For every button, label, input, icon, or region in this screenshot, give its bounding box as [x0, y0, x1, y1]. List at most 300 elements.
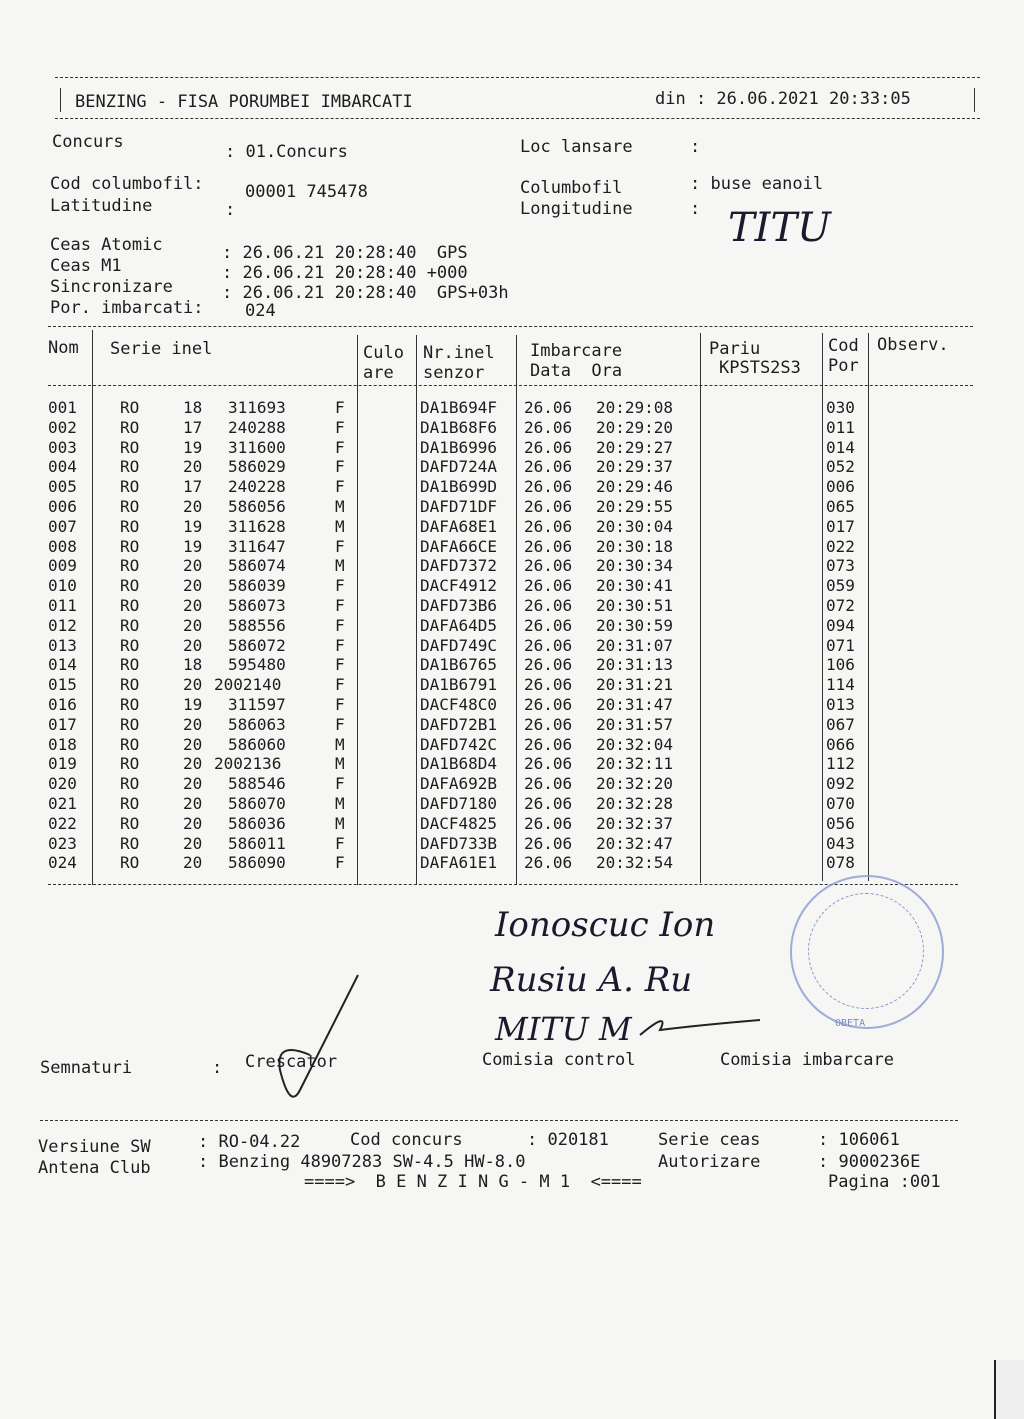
row-nom: 021 — [48, 794, 77, 813]
row-ring-number: 588556 — [228, 615, 286, 635]
semnaturi-colon: : — [212, 1058, 223, 1078]
row-cod-por: 056 — [826, 813, 855, 833]
row-date: 26.06 — [524, 417, 573, 437]
row-date: 26.06 — [524, 477, 573, 497]
table-row — [0, 398, 1024, 418]
signature-strokes — [240, 970, 800, 1120]
row-senzor: DACF4825 — [420, 813, 498, 833]
row-cod-por: 013 — [826, 695, 855, 714]
col-header-nrinel-2: senzor — [423, 363, 485, 383]
row-ring-number: 586011 — [228, 833, 286, 853]
por-imbarcati-label: Por. imbarcati: — [50, 298, 204, 318]
row-ring-number: 311597 — [228, 695, 286, 714]
row-year: 20 — [183, 576, 203, 596]
row-ring-number: 586036 — [228, 813, 286, 833]
row-date: 26.06 — [524, 655, 573, 675]
row-nom: 007 — [48, 516, 77, 536]
row-country: RO — [120, 655, 140, 675]
row-date: 26.06 — [524, 853, 573, 873]
row-senzor: DAFA692B — [420, 774, 498, 794]
row-time: 20:29:27 — [596, 437, 674, 457]
row-senzor: DA1B6996 — [420, 437, 498, 457]
row-country: RO — [120, 853, 140, 873]
row-time: 20:30:51 — [596, 596, 674, 615]
row-senzor: DACF48C0 — [420, 695, 498, 714]
row-country: RO — [120, 813, 140, 833]
row-time: 20:30:18 — [596, 536, 674, 556]
document-date: din : 26.06.2021 20:33:05 — [655, 89, 911, 109]
row-nom: 016 — [48, 695, 77, 714]
row-year: 17 — [183, 417, 203, 437]
row-year: 20 — [183, 833, 203, 853]
row-senzor: DA1B68D4 — [420, 754, 498, 774]
row-sex: F — [335, 695, 345, 714]
autorizare-value: : 9000236E — [818, 1152, 921, 1172]
row-sex: F — [335, 576, 345, 596]
row-time: 20:31:47 — [596, 695, 674, 714]
row-time: 20:30:59 — [596, 615, 674, 635]
row-time: 20:32:54 — [596, 853, 674, 873]
concurs-value: : 01.Concurs — [225, 142, 348, 162]
row-date: 26.06 — [524, 556, 573, 576]
row-year: 20 — [183, 635, 203, 655]
row-nom: 017 — [48, 714, 77, 734]
row-sex: F — [335, 655, 345, 675]
signature-2: Rusiu A. Ru — [490, 960, 693, 1000]
row-ring-number: 240228 — [228, 477, 286, 497]
row-year: 20 — [183, 813, 203, 833]
row-country: RO — [120, 497, 140, 516]
row-senzor: DAFD7180 — [420, 794, 498, 813]
row-nom: 014 — [48, 655, 77, 675]
row-cod-por: 078 — [826, 853, 855, 873]
row-year: 19 — [183, 516, 203, 536]
row-senzor: DAFD72B1 — [420, 714, 498, 734]
row-sex: F — [335, 477, 345, 497]
signature-1: Ionoscuc Ion — [495, 905, 716, 945]
row-senzor: DAFD73B6 — [420, 596, 498, 615]
row-nom: 008 — [48, 536, 77, 556]
row-time: 20:29:08 — [596, 398, 674, 417]
row-time: 20:32:11 — [596, 754, 674, 774]
row-country: RO — [120, 734, 140, 754]
row-senzor: DAFA68E1 — [420, 516, 498, 536]
row-cod-por: 006 — [826, 477, 855, 497]
col-header-culoare-2: are — [363, 363, 394, 383]
row-time: 20:29:46 — [596, 477, 674, 497]
col-header-imbarcare-1: Imbarcare — [530, 341, 623, 361]
row-ring-number: 586060 — [228, 734, 286, 754]
loc-lansare-label: Loc lansare — [520, 137, 633, 157]
row-time: 20:32:47 — [596, 833, 674, 853]
latitudine-label: Latitudine — [50, 196, 153, 216]
row-date: 26.06 — [524, 813, 573, 833]
row-cod-por: 066 — [826, 734, 855, 754]
col-header-cod-1: Cod — [828, 336, 859, 356]
row-sex: M — [335, 556, 345, 576]
row-ring-number: 240288 — [228, 417, 286, 437]
table-row — [0, 596, 1024, 616]
row-nom: 009 — [48, 556, 77, 576]
serie-ceas-value: : 106061 — [818, 1130, 900, 1150]
table-row — [0, 477, 1024, 497]
stamp-text: OBETA — [835, 1018, 866, 1029]
row-sex: F — [335, 536, 345, 556]
row-senzor: DAFD742C — [420, 734, 498, 754]
row-date: 26.06 — [524, 615, 573, 635]
cod-concurs-label: Cod concurs — [350, 1130, 463, 1150]
col-header-observatii: Observ. — [877, 335, 949, 355]
col-header-pariu-2: KPSTS2S3 — [719, 358, 801, 378]
row-sex: F — [335, 437, 345, 457]
header-left-border — [60, 88, 61, 112]
table-top-rule — [48, 326, 973, 327]
row-ring-number: 588546 — [228, 774, 286, 794]
row-nom: 015 — [48, 675, 77, 695]
row-sex: F — [335, 417, 345, 437]
row-cod-por: 073 — [826, 556, 855, 576]
latitudine-value: : — [225, 200, 236, 220]
row-senzor: DA1B694F — [420, 398, 498, 417]
longitudine-value: : — [690, 199, 701, 219]
row-time: 20:29:20 — [596, 417, 674, 437]
row-date: 26.06 — [524, 516, 573, 536]
row-country: RO — [120, 714, 140, 734]
row-cod-por: 114 — [826, 675, 855, 695]
row-nom: 019 — [48, 754, 77, 774]
row-nom: 002 — [48, 417, 77, 437]
row-cod-por: 017 — [826, 516, 855, 536]
row-ring-number: 311600 — [228, 437, 286, 457]
row-senzor: DAFD749C — [420, 635, 498, 655]
row-nom: 022 — [48, 813, 77, 833]
row-nom: 020 — [48, 774, 77, 794]
row-country: RO — [120, 596, 140, 615]
benzing-banner: ====> B E N Z I N G - M 1 <==== — [304, 1172, 642, 1192]
row-senzor: DAFD7372 — [420, 556, 498, 576]
row-year: 19 — [183, 437, 203, 457]
row-senzor: DA1B699D — [420, 477, 498, 497]
comisia-imbarcare-label: Comisia imbarcare — [720, 1050, 894, 1070]
row-country: RO — [120, 615, 140, 635]
row-sex: F — [335, 457, 345, 477]
row-time: 20:31:57 — [596, 714, 674, 734]
row-time: 20:31:21 — [596, 675, 674, 695]
sincronizare-value: : 26.06.21 20:28:40 GPS+03h — [222, 283, 509, 303]
row-country: RO — [120, 576, 140, 596]
header-bottom-rule — [55, 118, 980, 119]
table-bottom-rule — [48, 884, 958, 885]
row-senzor: DAFA66CE — [420, 536, 498, 556]
row-country: RO — [120, 457, 140, 477]
row-year: 19 — [183, 536, 203, 556]
row-ring-number: 586090 — [228, 853, 286, 873]
row-country: RO — [120, 398, 140, 417]
footer-top-rule — [40, 1120, 958, 1121]
row-time: 20:30:41 — [596, 576, 674, 596]
table-row — [0, 774, 1024, 794]
row-date: 26.06 — [524, 794, 573, 813]
row-ring-number: 586072 — [228, 635, 286, 655]
row-year: 20 — [183, 497, 203, 516]
row-cod-por: 112 — [826, 754, 855, 774]
row-country: RO — [120, 417, 140, 437]
row-cod-por: 059 — [826, 576, 855, 596]
row-senzor: DAFD733B — [420, 833, 498, 853]
cod-columbofil-label: Cod columbofil: — [50, 174, 204, 194]
row-year: 20 — [183, 853, 203, 873]
row-date: 26.06 — [524, 714, 573, 734]
row-country: RO — [120, 675, 140, 695]
row-senzor: DA1B6765 — [420, 655, 498, 675]
handwritten-name: TITU — [728, 205, 831, 251]
row-ring-number: 586070 — [228, 794, 286, 813]
row-year: 17 — [183, 477, 203, 497]
row-cod-por: 014 — [826, 437, 855, 457]
table-row — [0, 735, 1024, 755]
row-sex: F — [335, 853, 345, 873]
col-header-nom: Nom — [48, 338, 79, 358]
row-year: 20 — [183, 596, 203, 615]
row-cod-por: 092 — [826, 774, 855, 794]
row-time: 20:32:28 — [596, 794, 674, 813]
row-year: 20 — [183, 734, 203, 754]
table-row — [0, 457, 1024, 477]
row-ring-number: 311628 — [228, 516, 286, 536]
row-time: 20:30:04 — [596, 516, 674, 536]
row-time: 20:31:07 — [596, 635, 674, 655]
row-year: 18 — [183, 655, 203, 675]
concurs-label: Concurs — [52, 132, 124, 152]
row-country: RO — [120, 635, 140, 655]
cod-columbofil-value: 00001 745478 — [245, 182, 368, 202]
stamp-inner — [808, 893, 924, 1009]
semnaturi-label: Semnaturi — [40, 1058, 133, 1078]
row-date: 26.06 — [524, 576, 573, 596]
serie-ceas-label: Serie ceas — [658, 1130, 761, 1150]
row-sex: F — [335, 774, 345, 794]
table-row — [0, 834, 1024, 854]
row-nom: 001 — [48, 398, 77, 417]
row-year: 20 — [183, 457, 203, 477]
row-date: 26.06 — [524, 774, 573, 794]
row-time: 20:30:34 — [596, 556, 674, 576]
row-time: 20:29:37 — [596, 457, 674, 477]
ceas-m1-label: Ceas M1 — [50, 256, 122, 276]
row-cod-por: 022 — [826, 536, 855, 556]
columbofil-value: : buse eanoil — [690, 174, 824, 194]
row-cod-por: 065 — [826, 497, 855, 516]
row-country: RO — [120, 794, 140, 813]
table-header-rule — [48, 385, 973, 386]
row-cod-por: 011 — [826, 417, 855, 437]
row-nom: 024 — [48, 853, 77, 873]
col-header-cod-2: Por — [828, 356, 859, 376]
row-nom: 018 — [48, 734, 77, 754]
header-top-rule — [55, 77, 980, 78]
row-year: 20 — [183, 774, 203, 794]
longitudine-label: Longitudine — [520, 199, 633, 219]
row-country: RO — [120, 477, 140, 497]
row-nom: 023 — [48, 833, 77, 853]
row-senzor: DACF4912 — [420, 576, 498, 596]
table-row — [0, 814, 1024, 834]
col-header-serie: Serie inel — [110, 339, 213, 359]
row-country: RO — [120, 437, 140, 457]
versiune-sw-value: : RO-04.22 — [198, 1132, 301, 1152]
row-cod-por: 072 — [826, 596, 855, 615]
row-date: 26.06 — [524, 536, 573, 556]
row-sex: M — [335, 754, 345, 774]
col-header-culoare-1: Culo — [363, 343, 404, 363]
row-year: 20 — [183, 794, 203, 813]
versiune-sw-label: Versiune SW — [38, 1137, 151, 1157]
row-cod-por: 094 — [826, 615, 855, 635]
row-ring-number: 586056 — [228, 497, 286, 516]
row-date: 26.06 — [524, 754, 573, 774]
row-sex: F — [335, 398, 345, 417]
columbofil-label: Columbofil — [520, 178, 623, 198]
table-row — [0, 695, 1024, 715]
row-date: 26.06 — [524, 675, 573, 695]
row-time: 20:31:13 — [596, 655, 674, 675]
table-row — [0, 517, 1024, 537]
comisia-control-label: Comisia control — [482, 1050, 636, 1070]
row-sex: M — [335, 497, 345, 516]
table-row — [0, 715, 1024, 735]
row-sex: M — [335, 794, 345, 813]
table-row — [0, 438, 1024, 458]
row-country: RO — [120, 695, 140, 714]
table-row — [0, 853, 1024, 873]
row-time: 20:29:55 — [596, 497, 674, 516]
table-row — [0, 616, 1024, 636]
row-sex: F — [335, 833, 345, 853]
autorizare-label: Autorizare — [658, 1152, 761, 1172]
signature-3: MITU M — [495, 1010, 632, 1048]
col-header-pariu-1: Pariu — [709, 339, 761, 359]
row-country: RO — [120, 754, 140, 774]
row-country: RO — [120, 556, 140, 576]
row-nom: 011 — [48, 596, 77, 615]
row-senzor: DAFA61E1 — [420, 853, 498, 873]
por-imbarcati-value: 024 — [245, 301, 276, 321]
row-ring-number: 311647 — [228, 536, 286, 556]
row-country: RO — [120, 833, 140, 853]
table-row — [0, 497, 1024, 517]
row-year: 20 — [183, 754, 203, 774]
row-nom: 004 — [48, 457, 77, 477]
table-row — [0, 556, 1024, 576]
row-year: 18 — [183, 398, 203, 417]
row-date: 26.06 — [524, 398, 573, 417]
row-nom: 003 — [48, 437, 77, 457]
row-nom: 006 — [48, 497, 77, 516]
page-number: Pagina :001 — [828, 1172, 941, 1192]
row-date: 26.06 — [524, 833, 573, 853]
ceas-atomic-label: Ceas Atomic — [50, 235, 163, 255]
row-time: 20:32:04 — [596, 734, 674, 754]
row-year: 20 — [183, 615, 203, 635]
row-senzor: DAFD724A — [420, 457, 498, 477]
row-cod-por: 070 — [826, 794, 855, 813]
row-senzor: DA1B6791 — [420, 675, 498, 695]
row-cod-por: 030 — [826, 398, 855, 417]
header-right-border — [974, 88, 975, 112]
row-date: 26.06 — [524, 734, 573, 754]
row-ring-number: 586029 — [228, 457, 286, 477]
crescator-label: Crescator — [245, 1052, 338, 1072]
row-senzor: DAFA64D5 — [420, 615, 498, 635]
row-ring-number: 595480 — [228, 655, 286, 675]
row-nom: 012 — [48, 615, 77, 635]
table-row — [0, 655, 1024, 675]
row-country: RO — [120, 774, 140, 794]
row-ring-number: 2002136 — [214, 754, 282, 774]
table-row — [0, 675, 1024, 695]
table-row — [0, 537, 1024, 557]
row-cod-por: 071 — [826, 635, 855, 655]
col-header-nrinel-1: Nr.inel — [423, 343, 495, 363]
row-ring-number: 586074 — [228, 556, 286, 576]
table-row — [0, 636, 1024, 656]
row-nom: 013 — [48, 635, 77, 655]
col-header-imbarcare-2: Data Ora — [530, 361, 623, 381]
row-ring-number: 586073 — [228, 596, 286, 615]
table-row — [0, 576, 1024, 596]
row-cod-por: 052 — [826, 457, 855, 477]
row-senzor: DA1B68F6 — [420, 417, 498, 437]
cod-concurs-value: : 020181 — [527, 1130, 609, 1150]
row-ring-number: 586039 — [228, 576, 286, 596]
table-row — [0, 794, 1024, 814]
row-date: 26.06 — [524, 695, 573, 714]
row-senzor: DAFD71DF — [420, 497, 498, 516]
row-date: 26.06 — [524, 635, 573, 655]
row-sex: M — [335, 734, 345, 754]
row-cod-por: 043 — [826, 833, 855, 853]
row-sex: F — [335, 675, 345, 695]
row-date: 26.06 — [524, 437, 573, 457]
ceas-atomic-value: : 26.06.21 20:28:40 GPS — [222, 243, 468, 263]
row-date: 26.06 — [524, 596, 573, 615]
row-year: 19 — [183, 695, 203, 714]
row-sex: F — [335, 615, 345, 635]
row-sex: F — [335, 596, 345, 615]
row-date: 26.06 — [524, 457, 573, 477]
ceas-m1-value: : 26.06.21 20:28:40 +000 — [222, 263, 468, 283]
row-year: 20 — [183, 675, 203, 695]
row-cod-por: 106 — [826, 655, 855, 675]
loc-lansare-value: : — [690, 137, 701, 157]
sincronizare-label: Sincronizare — [50, 277, 173, 297]
antena-club-label: Antena Club — [38, 1158, 151, 1178]
row-ring-number: 2002140 — [214, 675, 282, 695]
table-row — [0, 754, 1024, 774]
row-time: 20:32:37 — [596, 813, 674, 833]
row-cod-por: 067 — [826, 714, 855, 734]
row-ring-number: 311693 — [228, 398, 286, 417]
page-edge — [994, 1360, 1024, 1419]
row-country: RO — [120, 516, 140, 536]
antena-club-value: : Benzing 48907283 SW-4.5 HW-8.0 — [198, 1152, 526, 1172]
row-date: 26.06 — [524, 497, 573, 516]
document-title: BENZING - FISA PORUMBEI IMBARCATI — [75, 92, 413, 112]
row-nom: 005 — [48, 477, 77, 497]
table-row — [0, 418, 1024, 438]
row-country: RO — [120, 536, 140, 556]
row-sex: F — [335, 635, 345, 655]
